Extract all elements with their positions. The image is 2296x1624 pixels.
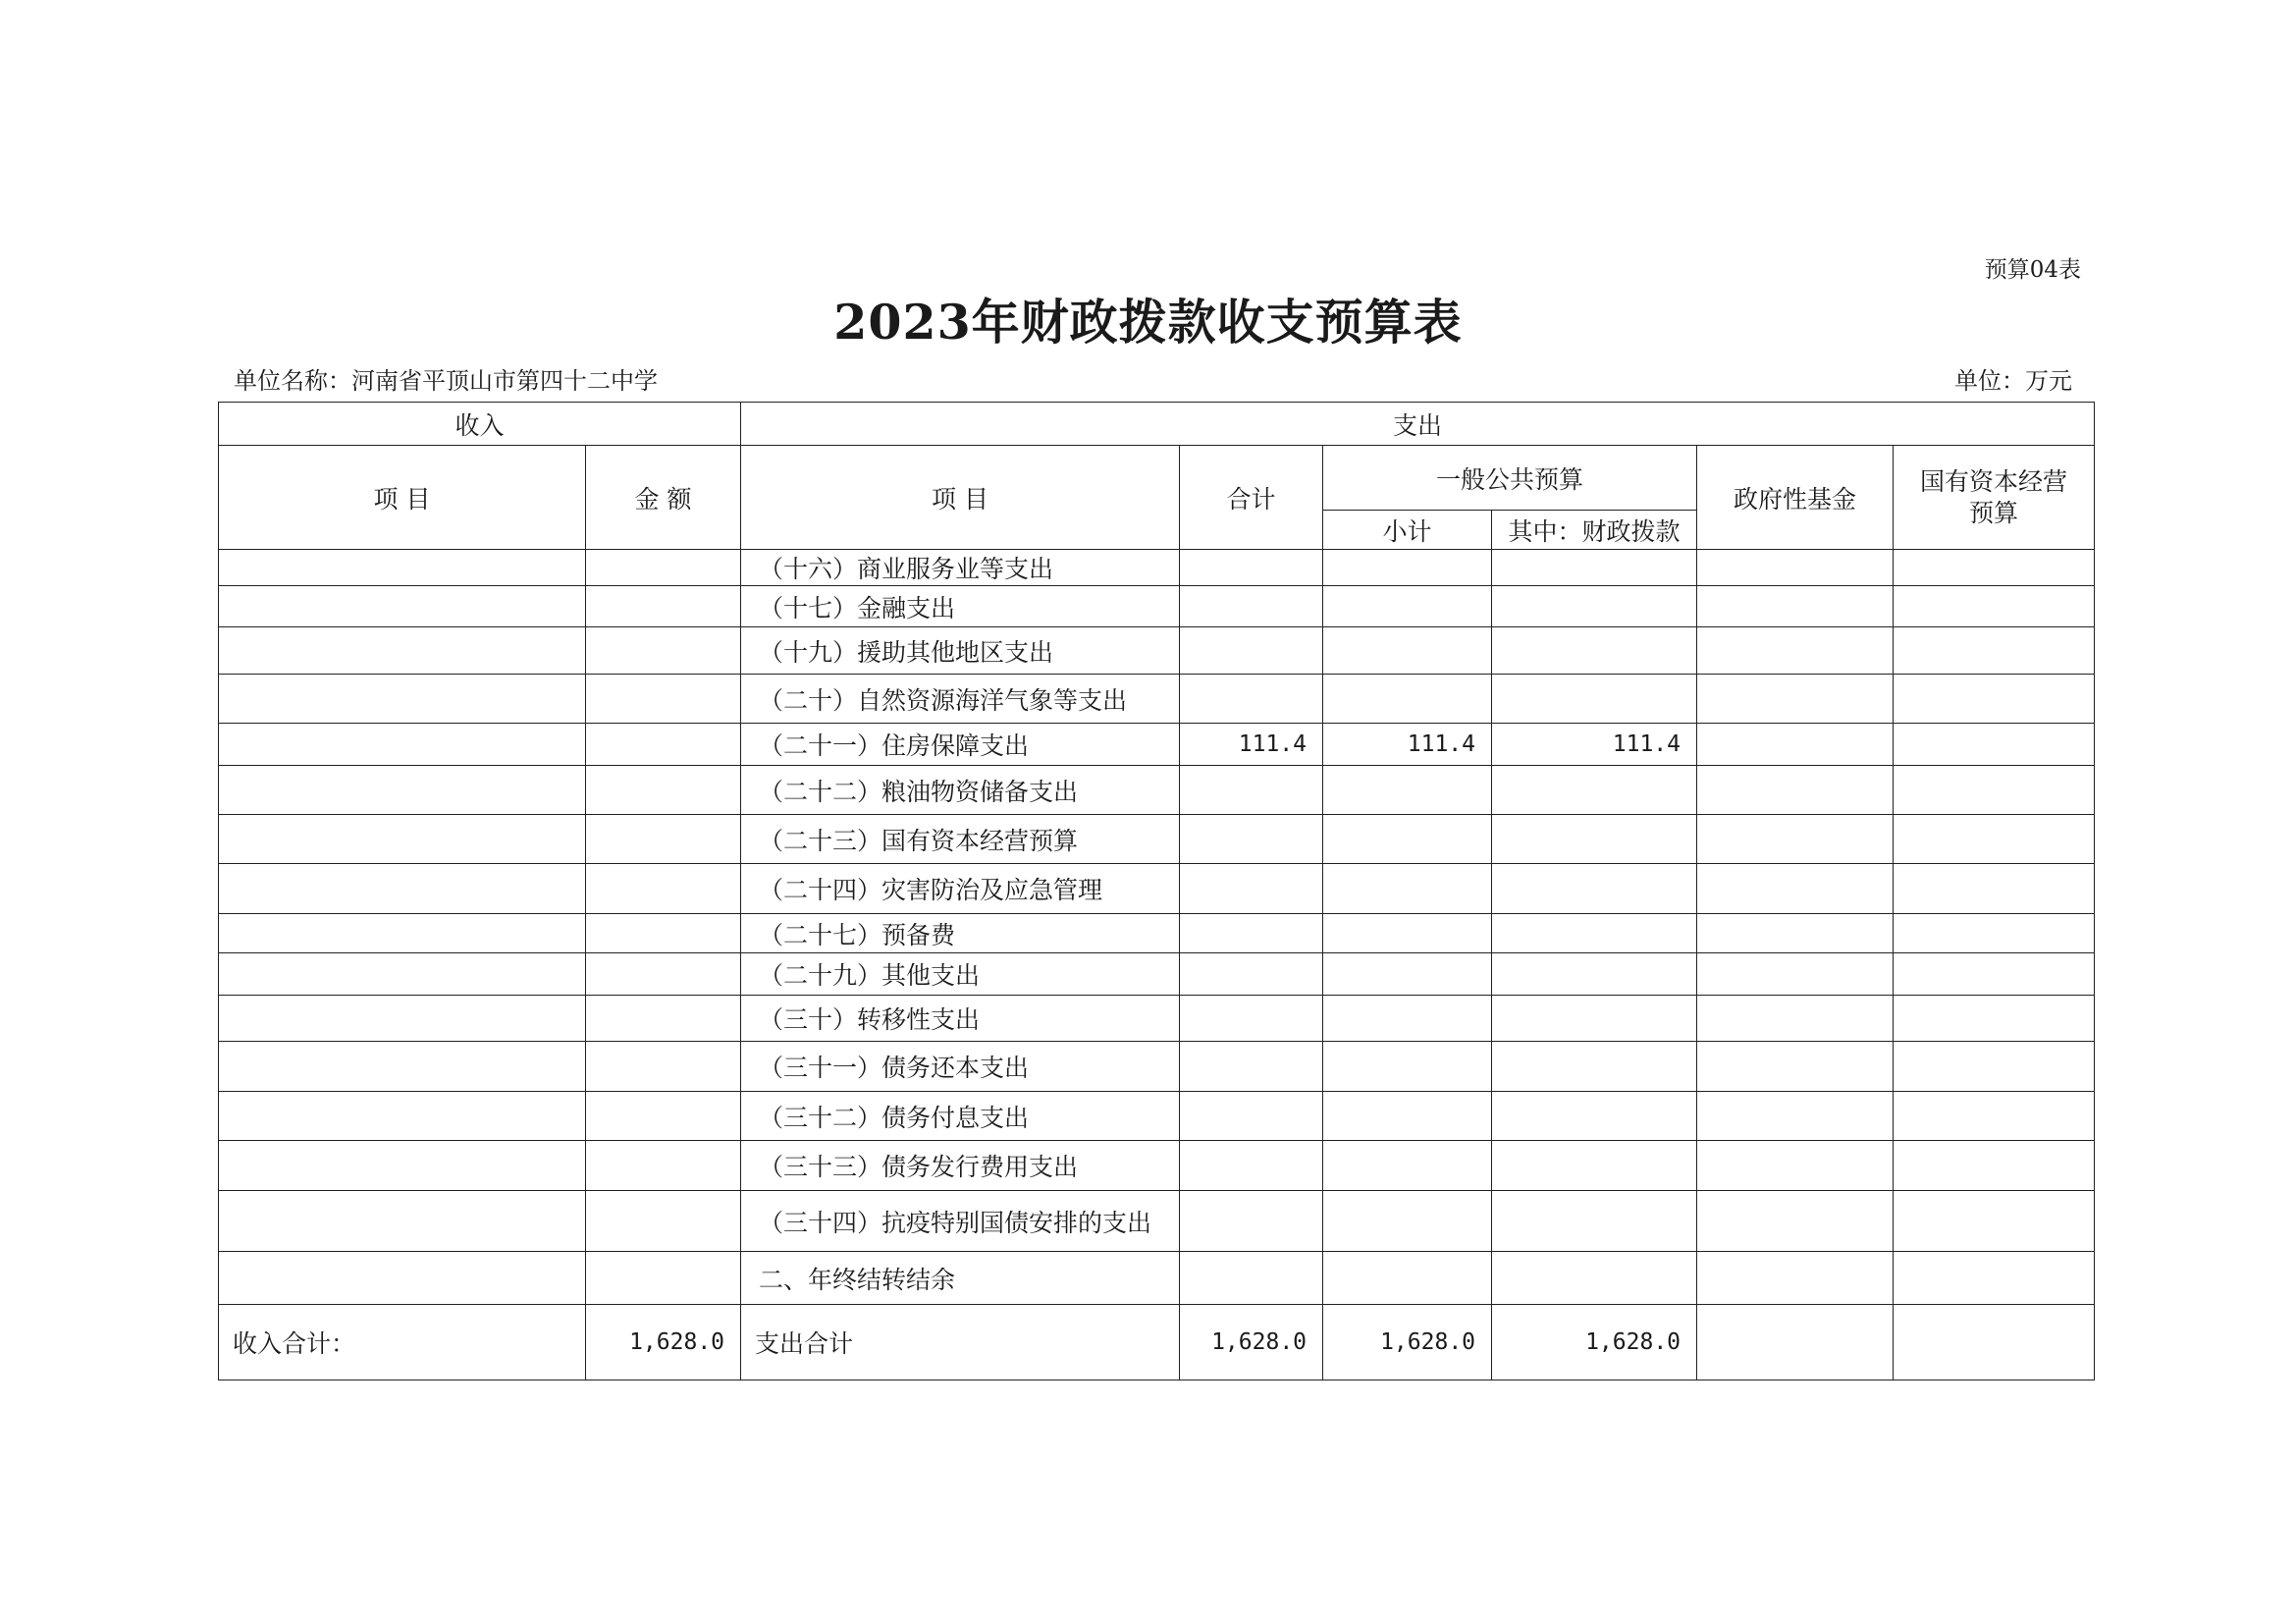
income-item-cell	[219, 914, 586, 953]
expense-item-cell: （三十二）债务付息支出	[741, 1092, 1180, 1141]
fiscal-cell	[1492, 586, 1697, 627]
total-cell	[1180, 1092, 1323, 1141]
fiscal-sum-cell: 1,628.0	[1492, 1305, 1697, 1380]
income-item-cell	[219, 675, 586, 724]
table-row	[219, 815, 2095, 864]
gov-fund-cell	[1697, 1252, 1894, 1305]
income-total-label: 收入合计：	[219, 1305, 586, 1380]
gov-fund-cell	[1697, 724, 1894, 766]
income-amount-cell	[586, 724, 741, 766]
fiscal-cell	[1492, 1141, 1697, 1191]
gov-fund-cell	[1697, 996, 1894, 1042]
expense-item-cell: （二十一）住房保障支出	[741, 724, 1180, 766]
fiscal-cell	[1492, 550, 1697, 586]
income-amount-cell	[586, 914, 741, 953]
total-header: 合计	[1180, 446, 1323, 550]
table-row	[219, 1191, 2095, 1252]
fiscal-cell	[1492, 1092, 1697, 1141]
fiscal-cell	[1492, 766, 1697, 815]
table-row	[219, 586, 2095, 627]
subtotal-cell	[1323, 1191, 1492, 1252]
total-cell	[1180, 627, 1323, 675]
gov-fund-cell	[1697, 675, 1894, 724]
state-capital-cell	[1894, 1092, 2095, 1141]
income-group-header: 收入	[219, 403, 741, 446]
subtotal-cell	[1323, 953, 1492, 996]
fiscal-cell	[1492, 1252, 1697, 1305]
fiscal-cell	[1492, 953, 1697, 996]
table-row	[219, 1042, 2095, 1092]
income-item-cell	[219, 1141, 586, 1191]
state-capital-cell	[1894, 864, 2095, 914]
table-row	[219, 914, 2095, 953]
gov-fund-cell	[1697, 815, 1894, 864]
expense-item-cell: （三十四）抗疫特别国债安排的支出	[741, 1191, 1180, 1252]
total-cell	[1180, 766, 1323, 815]
income-amount-cell	[586, 586, 741, 627]
form-code: 预算04表	[1984, 257, 2081, 283]
expense-item-cell: （二十七）预备费	[741, 914, 1180, 953]
subtotal-cell	[1323, 1252, 1492, 1305]
gov-fund-cell	[1697, 914, 1894, 953]
gov-fund-cell	[1697, 627, 1894, 675]
income-item-cell	[219, 724, 586, 766]
state-capital-cell	[1894, 550, 2095, 586]
page-title: 2023年财政拨款收支预算表	[833, 294, 1463, 351]
income-amount-cell	[586, 766, 741, 815]
total-cell	[1180, 914, 1323, 953]
state-capital-cell	[1894, 1042, 2095, 1092]
unit-name: 单位名称：河南省平顶山市第四十二中学	[234, 367, 658, 395]
gov-fund-cell	[1697, 766, 1894, 815]
total-cell	[1180, 1191, 1323, 1252]
income-amount-cell	[586, 675, 741, 724]
income-amount-cell	[586, 864, 741, 914]
expense-item-cell: （二十四）灾害防治及应急管理	[741, 864, 1180, 914]
table-row	[219, 550, 2095, 586]
gov-fund-cell	[1697, 1191, 1894, 1252]
income-amount-cell	[586, 953, 741, 996]
column-header-row	[219, 446, 2095, 511]
table-row	[219, 1092, 2095, 1141]
group-header-row	[219, 403, 2095, 446]
expense-item-cell: （三十）转移性支出	[741, 996, 1180, 1042]
expense-item-cell: （二十二）粮油物资储备支出	[741, 766, 1180, 815]
income-amount-cell	[586, 627, 741, 675]
gov-fund-cell	[1697, 1141, 1894, 1191]
table-row	[219, 766, 2095, 815]
expense-total-label: 支出合计	[741, 1305, 1180, 1380]
totals-row	[219, 1305, 2095, 1380]
table-row	[219, 864, 2095, 914]
fiscal-cell	[1492, 627, 1697, 675]
income-item-cell	[219, 815, 586, 864]
total-sum-cell: 1,628.0	[1180, 1305, 1323, 1380]
fiscal-cell	[1492, 1042, 1697, 1092]
state-capital-cell	[1894, 996, 2095, 1042]
subtotal-cell	[1323, 815, 1492, 864]
state-capital-cell	[1894, 724, 2095, 766]
table-row	[219, 1141, 2095, 1191]
gov-fund-cell	[1697, 864, 1894, 914]
table-row	[219, 627, 2095, 675]
state-capital-cell	[1894, 766, 2095, 815]
subtotal-header: 小计	[1323, 511, 1492, 550]
income-item-cell	[219, 996, 586, 1042]
expense-item-cell: （十六）商业服务业等支出	[741, 550, 1180, 586]
subtotal-cell	[1323, 675, 1492, 724]
total-cell	[1180, 996, 1323, 1042]
fiscal-cell	[1492, 996, 1697, 1042]
fiscal-cell: 111.4	[1492, 724, 1697, 766]
table-row	[219, 1252, 2095, 1305]
state-capital-sum-cell	[1894, 1305, 2095, 1380]
state-capital-cell	[1894, 953, 2095, 996]
fiscal-cell	[1492, 675, 1697, 724]
subtotal-cell	[1323, 864, 1492, 914]
income-item-cell	[219, 627, 586, 675]
subtotal-cell	[1323, 1141, 1492, 1191]
state-capital-cell	[1894, 815, 2095, 864]
subtotal-cell	[1323, 586, 1492, 627]
total-cell	[1180, 586, 1323, 627]
income-item-cell	[219, 864, 586, 914]
total-cell	[1180, 953, 1323, 996]
fiscal-cell	[1492, 1191, 1697, 1252]
income-total-amount: 1,628.0	[586, 1305, 741, 1380]
expense-item-cell: 二、年终结转结余	[741, 1252, 1180, 1305]
subtotal-cell: 111.4	[1323, 724, 1492, 766]
gov-fund-cell	[1697, 586, 1894, 627]
expense-item-cell: （三十一）债务还本支出	[741, 1042, 1180, 1092]
state-capital-cell	[1894, 1191, 2095, 1252]
income-item-cell	[219, 1042, 586, 1092]
state-capital-cell	[1894, 675, 2095, 724]
fiscal-appropriation-header: 其中：财政拨款	[1492, 511, 1697, 550]
gov-fund-header: 政府性基金	[1697, 446, 1894, 550]
income-amount-cell	[586, 815, 741, 864]
total-cell	[1180, 1042, 1323, 1092]
subtotal-cell	[1323, 1092, 1492, 1141]
fiscal-cell	[1492, 815, 1697, 864]
subtotal-sum-cell: 1,628.0	[1323, 1305, 1492, 1380]
income-item-cell	[219, 1092, 586, 1141]
state-capital-cell	[1894, 627, 2095, 675]
state-capital-cell	[1894, 586, 2095, 627]
subtotal-cell	[1323, 550, 1492, 586]
budget-table	[218, 402, 2095, 1380]
expense-group-header: 支出	[741, 403, 2095, 446]
income-amount-cell	[586, 550, 741, 586]
expense-item-header: 项 目	[741, 446, 1180, 550]
total-cell	[1180, 1141, 1323, 1191]
table-row	[219, 724, 2095, 766]
total-cell	[1180, 1252, 1323, 1305]
state-capital-header: 国有资本经营预算	[1894, 446, 2095, 550]
subtotal-cell	[1323, 766, 1492, 815]
fiscal-cell	[1492, 864, 1697, 914]
state-capital-cell	[1894, 914, 2095, 953]
income-item-cell	[219, 766, 586, 815]
subtotal-cell	[1323, 1042, 1492, 1092]
income-amount-cell	[586, 1252, 741, 1305]
income-item-header: 项 目	[219, 446, 586, 550]
total-cell	[1180, 550, 1323, 586]
total-cell	[1180, 815, 1323, 864]
income-amount-header: 金 额	[586, 446, 741, 550]
unit-label: 单位：万元	[1954, 367, 2072, 395]
income-item-cell	[219, 550, 586, 586]
table-row	[219, 996, 2095, 1042]
expense-item-cell: （三十三）债务发行费用支出	[741, 1141, 1180, 1191]
general-budget-header: 一般公共预算	[1323, 446, 1697, 511]
gov-fund-cell	[1697, 1092, 1894, 1141]
total-cell	[1180, 864, 1323, 914]
income-item-cell	[219, 1191, 586, 1252]
gov-fund-cell	[1697, 550, 1894, 586]
expense-item-cell: （二十）自然资源海洋气象等支出	[741, 675, 1180, 724]
expense-item-cell: （二十九）其他支出	[741, 953, 1180, 996]
expense-item-cell: （十七）金融支出	[741, 586, 1180, 627]
income-amount-cell	[586, 1191, 741, 1252]
income-item-cell	[219, 953, 586, 996]
income-item-cell	[219, 586, 586, 627]
subtotal-cell	[1323, 627, 1492, 675]
table-row	[219, 675, 2095, 724]
income-amount-cell	[586, 1141, 741, 1191]
state-capital-cell	[1894, 1141, 2095, 1191]
income-amount-cell	[586, 1092, 741, 1141]
expense-item-cell: （二十三）国有资本经营预算	[741, 815, 1180, 864]
expense-item-cell: （十九）援助其他地区支出	[741, 627, 1180, 675]
gov-fund-sum-cell	[1697, 1305, 1894, 1380]
total-cell: 111.4	[1180, 724, 1323, 766]
income-amount-cell	[586, 996, 741, 1042]
fiscal-cell	[1492, 914, 1697, 953]
state-capital-cell	[1894, 1252, 2095, 1305]
income-item-cell	[219, 1252, 586, 1305]
gov-fund-cell	[1697, 953, 1894, 996]
total-cell	[1180, 675, 1323, 724]
income-amount-cell	[586, 1042, 741, 1092]
table-row	[219, 953, 2095, 996]
subtotal-cell	[1323, 914, 1492, 953]
gov-fund-cell	[1697, 1042, 1894, 1092]
subtotal-cell	[1323, 996, 1492, 1042]
